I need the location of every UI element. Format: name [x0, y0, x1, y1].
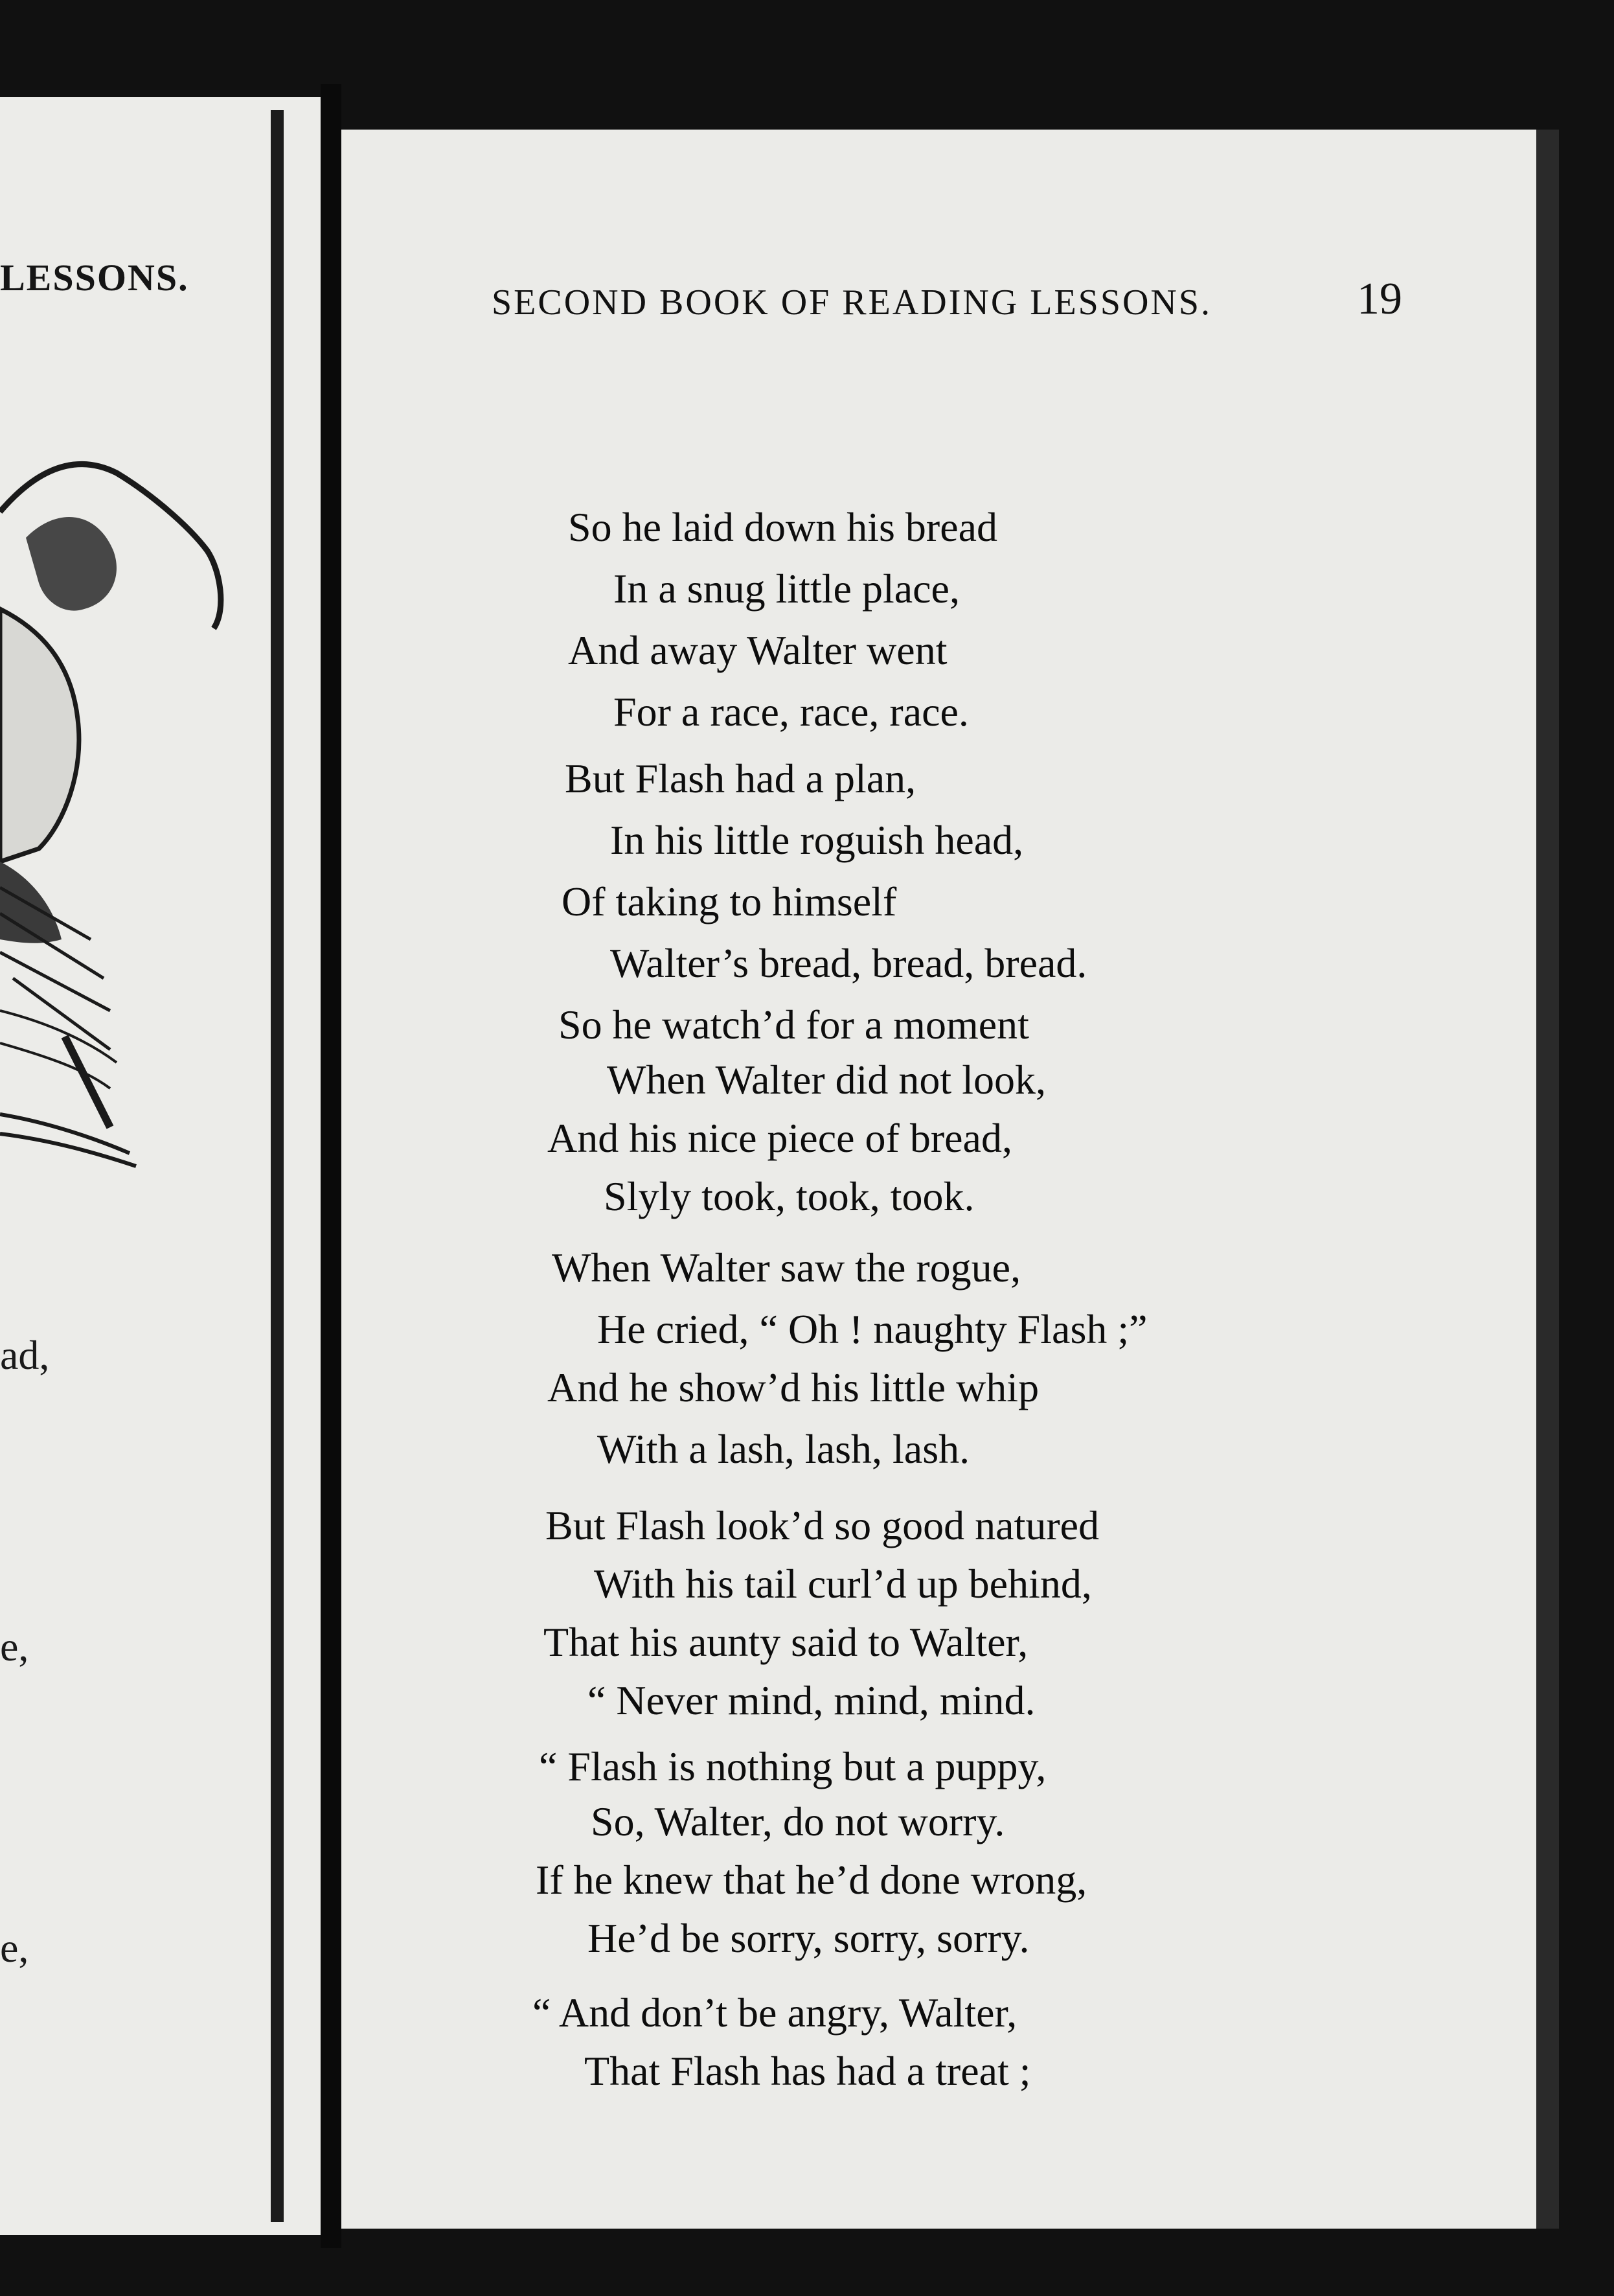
- poem-line: Of taking to himself: [562, 878, 897, 924]
- spine-shadow: [271, 110, 284, 2222]
- poem-line: That Flash has had a treat ;: [584, 2048, 1031, 2094]
- poem-line: With his tail curl’d up behind,: [594, 1561, 1092, 1607]
- page-edge-shadow: [1536, 130, 1559, 2229]
- left-text-fragment: ad,: [0, 1332, 50, 1378]
- poem-line: When Walter saw the rogue,: [552, 1245, 1021, 1291]
- poem-line: And he show’d his little whip: [547, 1364, 1040, 1410]
- left-running-head-fragment: LESSONS.: [0, 257, 189, 299]
- poem-line: “ Flash is nothing but a puppy,: [539, 1743, 1047, 1789]
- book-gutter: [321, 84, 341, 2248]
- poem-line: That his aunty said to Walter,: [543, 1619, 1029, 1665]
- page-number: 19: [1357, 274, 1402, 324]
- poem-line: So, Walter, do not worry.: [591, 1798, 1005, 1844]
- poem-line: “ Never mind, mind, mind.: [587, 1677, 1036, 1723]
- poem-line: In his little roguish head,: [610, 817, 1024, 863]
- poem-line: So he laid down his bread: [568, 504, 997, 550]
- poem-line: So he watch’d for a moment: [558, 1002, 1029, 1048]
- poem-line: With a lash, lash, lash.: [597, 1426, 970, 1472]
- poem-line: For a race, race, race.: [613, 689, 969, 735]
- poem-line: And his nice piece of bread,: [547, 1115, 1012, 1161]
- left-text-fragment: e,: [0, 1925, 29, 1971]
- poem-line: But Flash had a plan,: [565, 755, 916, 801]
- right-page: [341, 130, 1536, 2229]
- poem-line: Slyly took, took, took.: [604, 1173, 975, 1219]
- poem-line: Walter’s bread, bread, bread.: [610, 940, 1087, 986]
- poem-line: And away Walter went: [568, 627, 948, 673]
- poem-line: “ And don’t be angry, Walter,: [532, 1990, 1017, 2036]
- poem-line: He cried, “ Oh ! naughty Flash ;”: [597, 1306, 1148, 1352]
- poem-line: When Walter did not look,: [607, 1057, 1046, 1103]
- poem-line: If he knew that he’d done wrong,: [536, 1857, 1087, 1903]
- running-head: SECOND BOOK OF READING LESSONS.: [492, 282, 1212, 323]
- poem-line: He’d be sorry, sorry, sorry.: [587, 1915, 1030, 1961]
- poem-line: In a snug little place,: [613, 566, 960, 612]
- poem-line: But Flash look’d so good natured: [545, 1502, 1100, 1548]
- left-text-fragment: e,: [0, 1624, 29, 1670]
- kite-girl-illustration: [0, 356, 311, 1263]
